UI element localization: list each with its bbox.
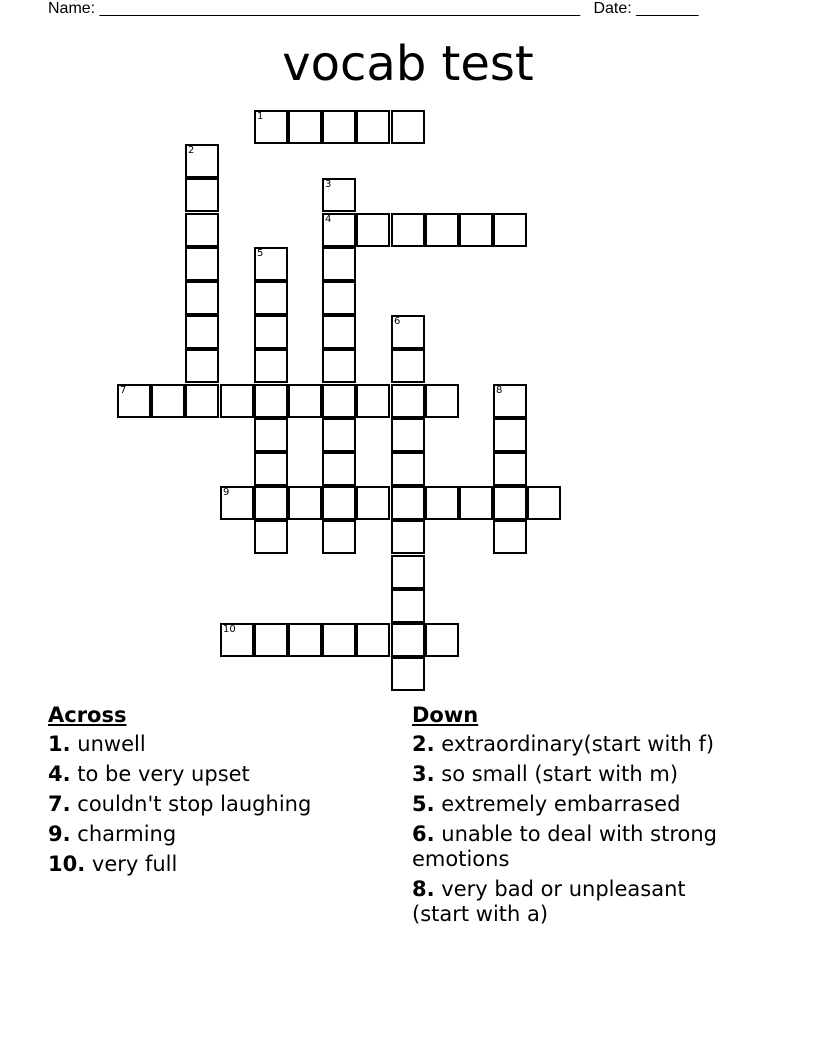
crossword-cell[interactable] <box>322 384 356 418</box>
crossword-cell[interactable] <box>391 384 425 418</box>
crossword-cell[interactable] <box>322 110 356 144</box>
crossword-cell[interactable] <box>288 384 322 418</box>
date-field[interactable]: _______ <box>636 0 699 17</box>
clue-across-7 <box>48 792 378 817</box>
clue-across-1 <box>48 732 378 757</box>
crossword-cell[interactable] <box>185 178 219 212</box>
header <box>48 0 698 18</box>
crossword-cell[interactable] <box>425 384 459 418</box>
crossword-cell[interactable] <box>356 384 390 418</box>
crossword-cell[interactable] <box>322 213 356 247</box>
crossword-cell[interactable] <box>322 452 356 486</box>
clue-number: 10. <box>48 852 86 876</box>
cell-number: 9 <box>223 487 230 498</box>
crossword-cell[interactable] <box>288 486 322 520</box>
crossword-cell[interactable] <box>493 213 527 247</box>
crossword-cell[interactable] <box>288 110 322 144</box>
crossword-cell[interactable] <box>254 247 288 281</box>
crossword-cell[interactable] <box>254 520 288 554</box>
cell-number: 1 <box>257 111 264 122</box>
cell-number: 2 <box>188 145 195 156</box>
crossword-cell[interactable] <box>356 213 390 247</box>
crossword-cell[interactable] <box>425 623 459 657</box>
crossword-cell[interactable] <box>425 213 459 247</box>
crossword-cell[interactable] <box>322 281 356 315</box>
clue-down-5 <box>412 792 742 817</box>
crossword-cell[interactable] <box>322 349 356 383</box>
crossword-cell[interactable] <box>254 349 288 383</box>
crossword-cell[interactable] <box>391 589 425 623</box>
clue-text: very full <box>91 852 178 876</box>
crossword-cell[interactable] <box>220 384 254 418</box>
crossword-cell[interactable] <box>185 349 219 383</box>
crossword-cell[interactable] <box>185 384 219 418</box>
crossword-cell[interactable] <box>185 281 219 315</box>
crossword-cell[interactable] <box>185 247 219 281</box>
name-field[interactable]: ______________________________________________________ <box>99 0 581 17</box>
crossword-cell[interactable] <box>322 520 356 554</box>
crossword-cell[interactable] <box>254 418 288 452</box>
crossword-cell[interactable] <box>391 486 425 520</box>
crossword-cell[interactable] <box>391 520 425 554</box>
crossword-cell[interactable] <box>254 452 288 486</box>
crossword-cell[interactable] <box>459 486 493 520</box>
clue-number: 7. <box>48 792 71 816</box>
crossword-cell[interactable] <box>322 623 356 657</box>
crossword-cell[interactable] <box>254 281 288 315</box>
crossword-cell[interactable] <box>527 486 561 520</box>
crossword-cell[interactable] <box>220 623 254 657</box>
crossword-cell[interactable] <box>254 384 288 418</box>
cell-number: 6 <box>394 316 401 327</box>
crossword-cell[interactable] <box>220 486 254 520</box>
down-clues <box>412 703 742 932</box>
crossword-cell[interactable] <box>493 452 527 486</box>
crossword-cell[interactable] <box>493 486 527 520</box>
down-heading: Down <box>412 703 479 727</box>
crossword-cell[interactable] <box>391 623 425 657</box>
crossword-cell[interactable] <box>391 555 425 589</box>
crossword-cell[interactable] <box>185 213 219 247</box>
crossword-cell[interactable] <box>356 110 390 144</box>
clue-text: unwell <box>77 732 146 756</box>
crossword-cell[interactable] <box>356 623 390 657</box>
clue-number: 2. <box>412 732 435 756</box>
clue-across-4 <box>48 762 378 787</box>
clue-across-10 <box>48 852 378 877</box>
crossword-cell[interactable] <box>391 452 425 486</box>
clue-down-2 <box>412 732 742 757</box>
crossword-cell[interactable] <box>391 213 425 247</box>
crossword-cell[interactable] <box>117 384 151 418</box>
crossword-cell[interactable] <box>254 110 288 144</box>
clue-number: 5. <box>412 792 435 816</box>
crossword-cell[interactable] <box>391 315 425 349</box>
crossword-cell[interactable] <box>493 418 527 452</box>
crossword-cell[interactable] <box>391 110 425 144</box>
clue-number: 3. <box>412 762 435 786</box>
clue-text: charming <box>77 822 177 846</box>
crossword-cell[interactable] <box>391 657 425 691</box>
crossword-cell[interactable] <box>459 213 493 247</box>
clue-number: 8. <box>412 877 435 901</box>
crossword-cell[interactable] <box>425 486 459 520</box>
clue-text: very bad or unpleasant (start with a) <box>412 877 686 926</box>
clue-number: 6. <box>412 822 435 846</box>
crossword-cell[interactable] <box>493 384 527 418</box>
crossword-cell[interactable] <box>391 418 425 452</box>
across-clues <box>48 703 378 882</box>
page-title: vocab test <box>282 36 534 92</box>
crossword-cell[interactable] <box>288 623 322 657</box>
cell-number: 7 <box>120 385 127 396</box>
crossword-cell[interactable] <box>151 384 185 418</box>
clue-text: extremely embarrased <box>441 792 681 816</box>
crossword-cell[interactable] <box>322 178 356 212</box>
clue-down-3 <box>412 762 742 787</box>
crossword-cell[interactable] <box>185 144 219 178</box>
clue-down-8 <box>412 877 742 927</box>
cell-number: 4 <box>325 214 332 225</box>
date-label: Date: <box>593 0 632 17</box>
clue-down-6 <box>412 822 742 872</box>
crossword-cell[interactable] <box>322 486 356 520</box>
cell-number: 10 <box>223 624 236 635</box>
clue-text: so small (start with m) <box>441 762 679 786</box>
clue-number: 4. <box>48 762 71 786</box>
across-heading: Across <box>48 703 127 727</box>
clue-text: extraordinary(start with f) <box>441 732 715 756</box>
cell-number: 3 <box>325 179 332 190</box>
name-label: Name: <box>48 0 96 17</box>
clue-across-9 <box>48 822 378 847</box>
crossword-cell[interactable] <box>493 520 527 554</box>
clue-text: couldn't stop laughing <box>77 792 312 816</box>
crossword-cell[interactable] <box>254 623 288 657</box>
cell-number: 8 <box>496 385 503 396</box>
crossword-cell[interactable] <box>322 418 356 452</box>
crossword-cell[interactable] <box>185 315 219 349</box>
crossword-cell[interactable] <box>254 315 288 349</box>
crossword-cell[interactable] <box>254 486 288 520</box>
crossword-cell[interactable] <box>322 247 356 281</box>
clue-number: 9. <box>48 822 71 846</box>
crossword-cell[interactable] <box>391 349 425 383</box>
crossword-cell[interactable] <box>322 315 356 349</box>
clue-text: unable to deal with strong emotions <box>412 822 717 871</box>
crossword-cell[interactable] <box>356 486 390 520</box>
cell-number: 5 <box>257 248 264 259</box>
clue-number: 1. <box>48 732 71 756</box>
clue-text: to be very upset <box>77 762 250 786</box>
